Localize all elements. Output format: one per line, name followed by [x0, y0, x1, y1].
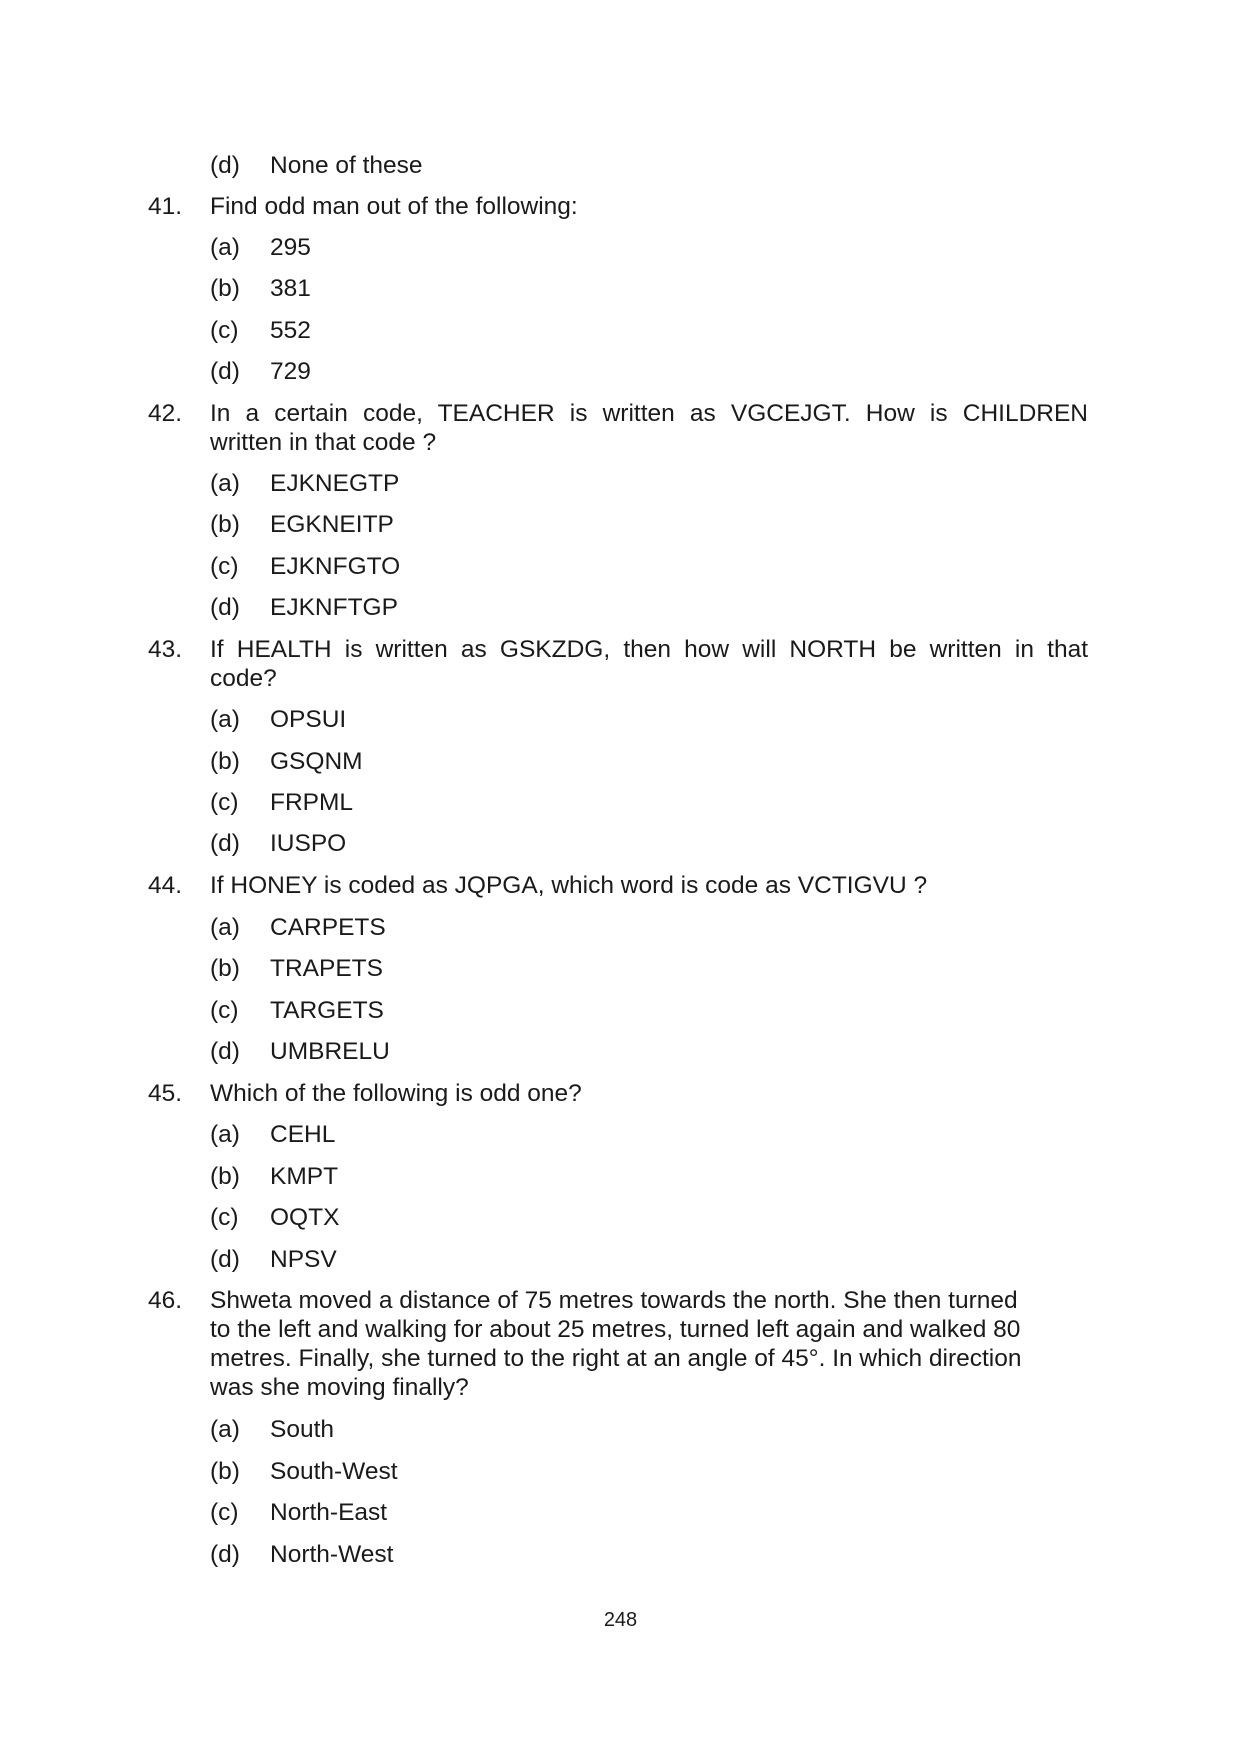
option-label: (a) [210, 914, 240, 941]
question-text: Which of the following is odd one? [210, 1080, 582, 1107]
option-label: (a) [210, 1416, 240, 1443]
question-number: 42. [148, 400, 183, 427]
option-text: North-West [270, 1541, 394, 1568]
question-text-line-3: metres. Finally, she turned to the right at an angle of 45°. In which direction [210, 1345, 1022, 1372]
option-label: (a) [210, 706, 240, 733]
question-number: 41. [148, 193, 183, 220]
option-label: (d) [210, 594, 240, 621]
option-text: None of these [270, 152, 423, 179]
option-label: (d) [210, 358, 240, 385]
option-label: (c) [210, 1499, 239, 1526]
option-label: (b) [210, 955, 240, 982]
option-label: (b) [210, 1163, 240, 1190]
option-label: (a) [210, 470, 240, 497]
option-label: (c) [210, 997, 239, 1024]
option-label: (c) [210, 789, 239, 816]
option-text: 295 [270, 234, 311, 261]
option-text: KMPT [270, 1163, 339, 1190]
question-text-line-1: If HEALTH is written as GSKZDG, then how will NORTH be written in that [210, 636, 1088, 663]
option-label: (b) [210, 275, 240, 302]
option-label: (d) [210, 1246, 240, 1273]
option-text: NPSV [270, 1246, 337, 1273]
question-number: 44. [148, 872, 183, 899]
page-number: 248 [603, 1609, 638, 1631]
option-text: FRPML [270, 789, 354, 816]
option-label: (d) [210, 830, 240, 857]
question-text-line-1: Shweta moved a distance of 75 metres towards the north. She then turned [210, 1287, 1018, 1314]
question-text-line-4: was she moving finally? [210, 1374, 469, 1401]
option-text: OQTX [270, 1204, 340, 1231]
question-number: 46. [148, 1287, 183, 1314]
option-label: (a) [210, 234, 240, 261]
option-label: (d) [210, 1038, 240, 1065]
option-text: CEHL [270, 1121, 336, 1148]
option-label: (b) [210, 1458, 240, 1485]
option-text: South-West [270, 1458, 398, 1485]
option-text: TRAPETS [270, 955, 383, 982]
option-text: North-East [270, 1499, 388, 1526]
option-text: IUSPO [270, 830, 347, 857]
question-text-line-2: written in that code ? [210, 429, 437, 456]
option-text: EGKNEITP [270, 511, 394, 538]
question-number: 43. [148, 636, 183, 663]
option-text: 552 [270, 317, 311, 344]
option-text: UMBRELU [270, 1038, 390, 1065]
option-label: (a) [210, 1121, 240, 1148]
question-text: Find odd man out of the following: [210, 193, 578, 220]
question-text: If HONEY is coded as JQPGA, which word is code as VCTIGVU ? [210, 872, 928, 899]
question-number: 45. [148, 1080, 183, 1107]
option-label: (c) [210, 317, 239, 344]
option-text: EJKNFTGP [270, 594, 398, 621]
question-text-line-2: code? [210, 665, 277, 692]
option-text: EJKNFGTO [270, 553, 401, 580]
option-text: GSQNM [270, 748, 363, 775]
option-text: TARGETS [270, 997, 384, 1024]
option-label: (c) [210, 553, 239, 580]
question-text-line-2: to the left and walking for about 25 metres, turned left again and walked 80 [210, 1316, 1021, 1343]
option-label: (d) [210, 152, 240, 179]
option-text: 729 [270, 358, 311, 385]
option-text: OPSUI [270, 706, 347, 733]
question-text-line-1: In a certain code, TEACHER is written as VGCEJGT. How is CHILDREN [210, 400, 1088, 427]
option-label: (d) [210, 1541, 240, 1568]
option-label: (b) [210, 511, 240, 538]
option-label: (c) [210, 1204, 239, 1231]
option-text: EJKNEGTP [270, 470, 400, 497]
option-text: 381 [270, 275, 311, 302]
option-label: (b) [210, 748, 240, 775]
option-text: CARPETS [270, 914, 386, 941]
option-text: South [270, 1416, 335, 1443]
